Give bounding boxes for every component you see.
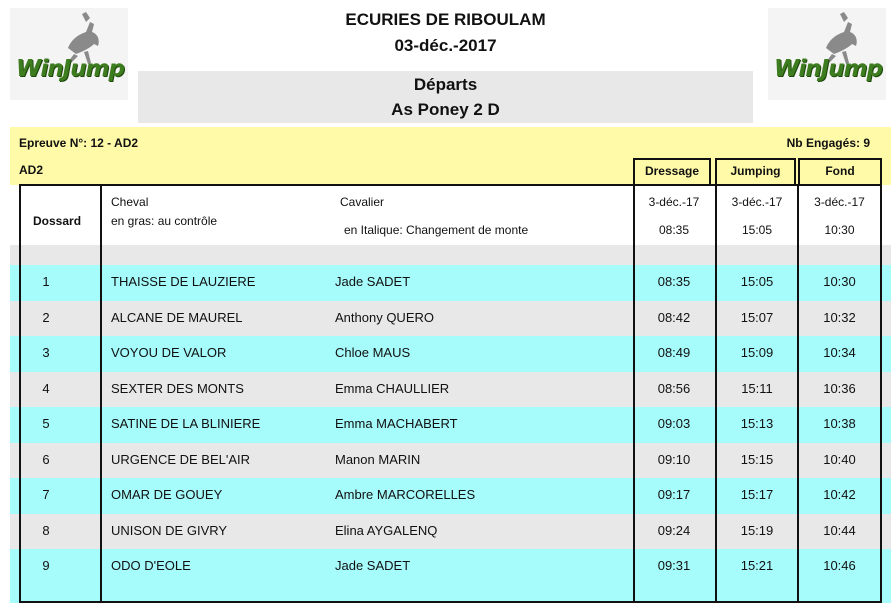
fond-first-time: 10:30 [824,223,855,237]
cell-cheval: URGENCE DE BEL'AIR [111,451,251,467]
cell-cavalier: Anthony QUERO [335,309,434,325]
cell-dossard: 8 [42,522,50,538]
cell-fond-time: 10:38 [823,416,856,431]
cell-cavalier: Emma CHAULLIER [335,380,450,396]
cell-jumping-time: 15:17 [740,487,774,502]
class-label: AD2 [19,163,44,177]
cell-fond-time: 10:42 [823,487,856,502]
cell-dressage-time: 09:10 [657,451,691,467]
cell-cavalier: Jade SADET [335,558,411,573]
cell-dossard: 3 [42,345,50,360]
cell-cheval: VOYOU DE VALOR [111,345,227,360]
cell-fond-time: 10:40 [823,451,856,467]
phase-header-jumping: Jumping [715,158,796,184]
cell-dossard: 6 [42,451,50,467]
subtitle-departs: Départs [413,75,478,94]
cell-cavalier: Elina AYGALENQ [335,522,438,538]
cell-fond-time: 10:34 [823,345,856,360]
cell-dressage-time: 08:35 [657,274,691,289]
header-cheval-note: en gras: au contrôle [111,214,218,228]
cell-jumping-time: 15:13 [740,416,774,431]
cell-dressage-time: 08:56 [657,380,691,396]
phase-header-fond: Fond [798,158,882,184]
cell-fond-time: 10:32 [823,309,856,325]
cell-cheval: ALCANE DE MAUREL [111,309,243,325]
logo-text: WinJump [16,56,124,82]
jumping-date: 3-déc.-17 [731,195,783,209]
cell-fond-time: 10:30 [823,274,856,289]
cell-jumping-time: 15:15 [740,451,774,467]
cell-dossard: 5 [42,416,50,431]
dressage-first-time: 08:35 [658,223,690,237]
cell-dossard: 1 [42,274,50,289]
cell-dossard: 7 [42,487,50,502]
header-cheval: Cheval [111,195,149,209]
header-dossard: Dossard [33,214,82,228]
cell-dossard: 4 [42,380,50,396]
cell-fond-time: 10:44 [823,522,856,538]
subtitle-box [138,71,753,123]
cell-dressage-time: 08:49 [657,345,691,360]
dressage-date: 3-déc.-17 [648,195,700,209]
cell-cheval: SATINE DE LA BLINIERE [111,416,261,431]
cell-jumping-time: 15:05 [740,274,774,289]
cell-cavalier: Emma MACHABERT [335,416,458,431]
cell-fond-time: 10:46 [823,558,856,573]
col-divider [100,184,102,603]
logo-text: WinJump [774,56,882,82]
cell-dressage-time: 09:24 [657,522,691,538]
cell-cheval: ODO D'EOLE [111,558,191,573]
cell-dressage-time: 09:03 [657,416,691,431]
cell-dressage-time: 09:31 [657,558,691,573]
engages-count: Nb Engagés: 9 [786,136,870,150]
subtitle-class: As Poney 2 D [391,100,500,119]
event-date: 03-déc.-2017 [394,36,497,55]
cell-fond-time: 10:36 [823,380,856,396]
cell-jumping-time: 15:21 [740,558,774,573]
cell-dressage-time: 08:42 [657,309,691,325]
page-title: ECURIES DE RIBOULAM [345,10,546,29]
cell-dossard: 9 [42,558,50,573]
cell-cheval: SEXTER DES MONTS [111,380,244,396]
cell-jumping-time: 15:19 [740,522,774,538]
header-cavalier-note: en Italique: Changement de monte [344,223,529,237]
cell-jumping-time: 15:11 [741,380,773,396]
cell-cheval: OMAR DE GOUEY [111,487,223,502]
epreuve-label: Epreuve N°: 12 - AD2 [19,136,139,150]
cell-dressage-time: 09:17 [657,487,691,502]
cell-jumping-time: 15:07 [740,309,774,325]
phase-header-dressage: Dressage [633,158,711,184]
jumping-first-time: 15:05 [741,223,773,237]
cell-dossard: 2 [42,309,50,325]
cell-cavalier: Jade SADET [335,274,411,289]
cell-jumping-time: 15:09 [740,345,774,360]
cell-cheval: UNISON DE GIVRY [111,522,228,538]
cell-cheval: THAISSE DE LAUZIERE [111,274,256,289]
cell-cavalier: Manon MARIN [335,451,421,467]
fond-date: 3-déc.-17 [814,195,865,209]
header-cavalier: Cavalier [340,195,385,209]
cell-cavalier: Ambre MARCORELLES [335,487,476,502]
cell-cavalier: Chloe MAUS [335,345,411,360]
